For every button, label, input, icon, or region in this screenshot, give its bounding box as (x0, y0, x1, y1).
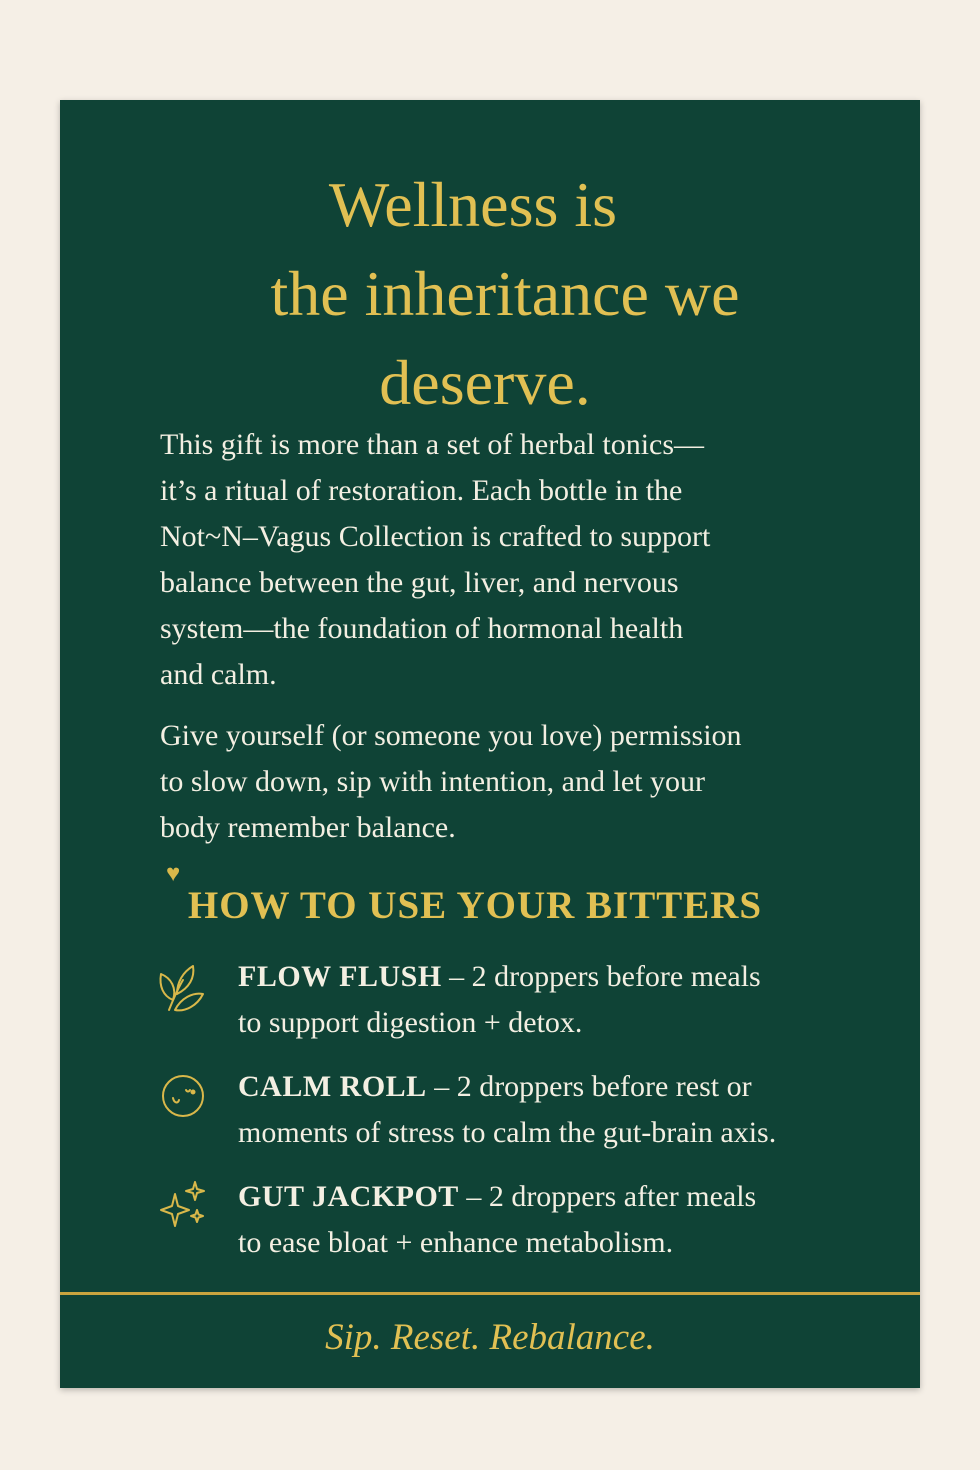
usage-title (0, 878, 980, 934)
headline (0, 160, 980, 427)
permission-paragraph (160, 713, 860, 897)
permission-line-text: body remember balance. (160, 811, 456, 844)
usage-text (238, 1174, 756, 1266)
intro-line: system—the foundation of hormonal health (160, 612, 684, 645)
intro-paragraph (160, 422, 860, 698)
headline-line-1: Wellness is (328, 169, 618, 240)
gold-divider (60, 1292, 920, 1295)
bitter-purpose: moments of stress to calm the gut-brain axis. (238, 1116, 777, 1149)
tagline: Sip. Reset. Rebalance. (325, 1317, 655, 1358)
usage-text (238, 1064, 776, 1156)
intro-line: Not~N–Vagus Collection is crafted to support (160, 520, 711, 553)
usage-item-gut-jackpot (155, 1180, 915, 1280)
usage-text (238, 954, 761, 1046)
heart-icon: ♥ (166, 861, 181, 887)
bitter-name: GUT JACKPOT (238, 1180, 459, 1213)
leaf-icon (155, 960, 215, 1020)
sparkle-icon (155, 1180, 215, 1240)
headline-line-3: deserve. (379, 347, 591, 418)
headline-line-2: the inheritance we (270, 258, 740, 329)
intro-line: and calm. (160, 658, 277, 691)
bitter-dosage: – 2 droppers before rest or (426, 1070, 752, 1103)
intro-line: This gift is more than a set of herbal tonics— (160, 428, 705, 461)
bitter-dosage: – 2 droppers before meals (441, 960, 761, 993)
usage-item-calm-roll (155, 1070, 915, 1170)
usage-item-flow-flush (155, 960, 915, 1060)
bitter-purpose: to support digestion + detox. (238, 1006, 583, 1039)
permission-line: to slow down, sip with intention, and let your (160, 765, 705, 798)
bitter-purpose: to ease bloat + enhance metabolism. (238, 1226, 674, 1259)
permission-line: Give yourself (or someone you love) permission (160, 719, 742, 752)
bitter-name: FLOW FLUSH (238, 960, 442, 993)
intro-line: balance between the gut, liver, and nervous (160, 566, 679, 599)
calm-face-icon (155, 1070, 215, 1130)
bitter-dosage: – 2 droppers after meals (458, 1180, 757, 1213)
usage-title-text: HOW TO USE YOUR BITTERS (187, 884, 763, 927)
bitter-name: CALM ROLL (238, 1070, 427, 1103)
intro-line: it’s a ritual of restoration. Each bottle in the (160, 474, 683, 507)
